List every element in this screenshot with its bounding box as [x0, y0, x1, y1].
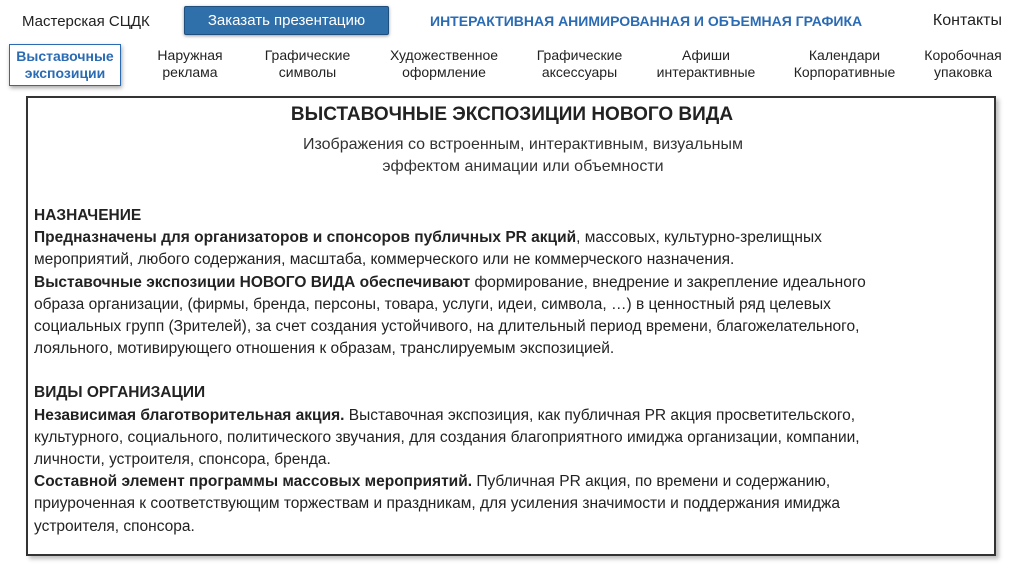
section-heading-purpose: НАЗНАЧЕНИЕ — [34, 207, 142, 224]
nav-box-packaging[interactable] — [913, 44, 1013, 84]
paragraph-line: социальных групп (Зрителей), за счет создания устойчивого, на длительный период времени, благожелательного, — [34, 318, 860, 336]
spacer — [34, 360, 984, 382]
paragraph-line: Выставочные экспозиции НОВОГО ВИДА обеспечивают формирование, внедрение и закрепление идеального — [34, 273, 866, 291]
nav-exhibitions[interactable] — [9, 44, 121, 86]
nav-label: Календари — [808, 47, 881, 63]
nav-label: интерактивные — [656, 64, 756, 80]
section-heading-types: ВИДЫ ОРГАНИЗАЦИИ — [34, 384, 206, 402]
nav-label: Корпоративные — [793, 64, 896, 80]
nav-outdoor-ads[interactable] — [140, 44, 240, 84]
paragraph-line: Составной элемент программы массовых мероприятий. Публичная PR акция, по времени и содержанию, — [34, 473, 831, 491]
nav-graphic-symbols[interactable] — [255, 44, 360, 84]
nav-interactive-posters[interactable] — [645, 44, 767, 84]
nav-label: символы — [278, 64, 337, 80]
interactive-graphics-link[interactable]: ИНТЕРАКТИВНАЯ АНИМИРОВАННАЯ И ОБЪЕМНАЯ ГРАФИКА — [430, 13, 863, 29]
nav-label: аксессуары — [541, 64, 618, 80]
paragraph-line: личности, устроителя, спонсора, бренда. — [34, 451, 331, 469]
page-subtitle: эффектом анимации или объемности — [382, 158, 664, 175]
nav-graphic-accessories[interactable] — [527, 44, 632, 84]
order-presentation-button[interactable]: Заказать презентацию — [184, 6, 389, 35]
nav-label: упаковка — [933, 64, 993, 80]
nav-art-design[interactable] — [378, 44, 510, 84]
paragraph-line: приуроченная к соответствующим торжествам и праздникам, для усиления значимости и поддержания имиджа — [34, 495, 840, 513]
nav-corporate-calendars[interactable] — [782, 44, 907, 84]
nav-label: Графические — [264, 47, 351, 63]
brand-link[interactable]: Мастерская СЦДК — [22, 13, 150, 30]
nav-label: оформление — [402, 64, 486, 80]
page-title: ВЫСТАВОЧНЫЕ ЭКСПОЗИЦИИ НОВОГО ВИДА — [290, 104, 734, 125]
nav-label: Художественное — [389, 47, 499, 63]
page-subtitle: Изображения со встроенным, интерактивным, визуальным — [302, 136, 744, 153]
nav-label: Выставочные — [16, 48, 114, 64]
nav-label: экспозиции — [24, 65, 106, 81]
paragraph-line: устроителя, спонсора. — [34, 517, 195, 535]
nav-label: Графические — [536, 47, 623, 63]
nav-label: Коробочная — [924, 47, 1002, 63]
contacts-link[interactable]: Контакты — [932, 12, 1002, 29]
nav-label: Наружная — [157, 47, 223, 63]
paragraph-line: культурного, социального, политического звучания, для создания благоприятного имиджа организации, компании, — [34, 428, 860, 446]
nav-label: реклама — [162, 64, 218, 80]
body-text — [34, 205, 984, 538]
nav-label: Афиши — [682, 47, 730, 63]
paragraph-line: мероприятий, любого содержания, масштаба, коммерческого или не коммерческого назначения. — [34, 251, 735, 269]
paragraph-line: Независимая благотворительная акция. Выставочная экспозиция, как публичная PR акция просветительского, — [34, 406, 856, 424]
paragraph-line: лояльного, мотивирующего отношения к образам, транслируемым экспозицией. — [34, 340, 615, 358]
paragraph-line: образа организации, (фирмы, бренда, персоны, товара, услуги, идеи, символа, …) в ценностный ряд целевых — [34, 295, 831, 313]
paragraph-line: Предназначены для организаторов и спонсоров публичных PR акций, массовых, культурно-зрелищных — [34, 229, 822, 247]
